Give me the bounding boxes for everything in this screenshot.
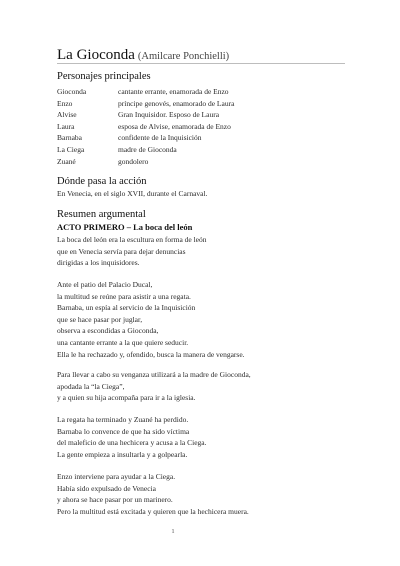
paragraph [57,234,207,269]
text-line: y ahora se hace pasar por un marinero. [57,495,173,505]
character-row [57,86,234,98]
title-row [57,46,347,64]
character-row [57,109,234,121]
composer-subtitle: (Amilcare Ponchielli) [137,51,230,62]
text-line: dirigidas a los inquisidores. [57,258,140,268]
text-line: y a quien su hija acompaña para ir a la iglesia. [57,393,196,403]
character-row [57,144,234,156]
text-line: la multitud se reúne para asistir a una regata. [57,291,191,301]
character-description: gondolero [118,156,149,166]
title-divider [57,63,345,64]
text-line: una cantante errante a la que quiere seducir. [57,337,189,347]
act-heading: ACTO PRIMERO – La boca del león [57,222,193,232]
paragraph [57,279,245,360]
text-line: La regata ha terminado y Zuané ha perdido. [57,415,189,424]
character-name: Enzo [57,98,73,108]
page-number: 1 [171,528,175,535]
character-name: La Ciega [57,144,85,154]
text-line: Enzo interviene para ayudar a la Ciega. [57,472,176,481]
text-line: que en Venecia servía para dejar denuncias [57,246,186,256]
setting-century: XVII [127,189,144,198]
text-line: La boca del león era la escultura en forma de león [57,235,207,244]
summary-heading: Resumen argumental [57,209,146,220]
text-line: Para llevar a cabo su venganza utilizará a la madre de Gioconda, [57,370,251,379]
text-line: del maleficio de una hechicera y acusa a la Ciega. [57,438,207,448]
character-row [57,132,234,144]
setting-text-prefix: En Venecia, en el siglo [57,189,128,198]
characters-heading: Personajes principales [57,71,151,82]
setting-heading: Dónde pasa la acción [57,176,147,187]
character-description: Gran Inquisidor. Esposo de Laura [118,110,220,120]
character-description: madre de Gioconda [118,144,177,154]
paragraph [57,471,249,517]
character-row [57,98,234,110]
text-line: Barnaba lo convence de que ha sido víctima [57,426,190,436]
character-description: príncipe genovés, enamorado de Laura [118,98,235,108]
setting-text [57,188,207,200]
text-line: La gente empieza a insultarla y a golpearla. [57,449,188,459]
character-row [57,156,234,168]
character-description: cantante errante, enamorada de Enzo [118,87,229,96]
text-line: apodada la “la Ciega”, [57,381,125,391]
text-line: Había sido expulsado de Venecia [57,483,156,493]
text-line: Barnaba, un espía al servicio de la Inquisición [57,303,196,313]
character-name: Laura [57,121,75,131]
character-name: Alvise [57,110,77,120]
character-row [57,121,234,133]
character-name: Zuané [57,156,76,166]
character-description: confidente de la Inquisición [118,133,202,143]
paragraph [57,414,207,460]
text-line: Ante el patio del Palacio Ducal, [57,280,153,289]
text-line: observa a escondidas a Gioconda, [57,326,159,336]
character-description: esposa de Alvise, enamorada de Enzo [118,121,231,131]
text-line: que se hace pasar por juglar, [57,314,143,324]
opera-title: La Gioconda [57,47,135,63]
characters-list [57,86,234,167]
setting-text-suffix: , durante el Carnaval. [143,189,208,198]
text-line: Ella le ha rechazado y, ofendido, busca la manera de vengarse. [57,349,245,359]
character-name: Barnaba [57,133,82,143]
text-line: Pero la multitud está excitada y quieren que la hechicera muera. [57,506,249,516]
paragraph [57,369,251,404]
character-name: Gioconda [57,87,87,96]
